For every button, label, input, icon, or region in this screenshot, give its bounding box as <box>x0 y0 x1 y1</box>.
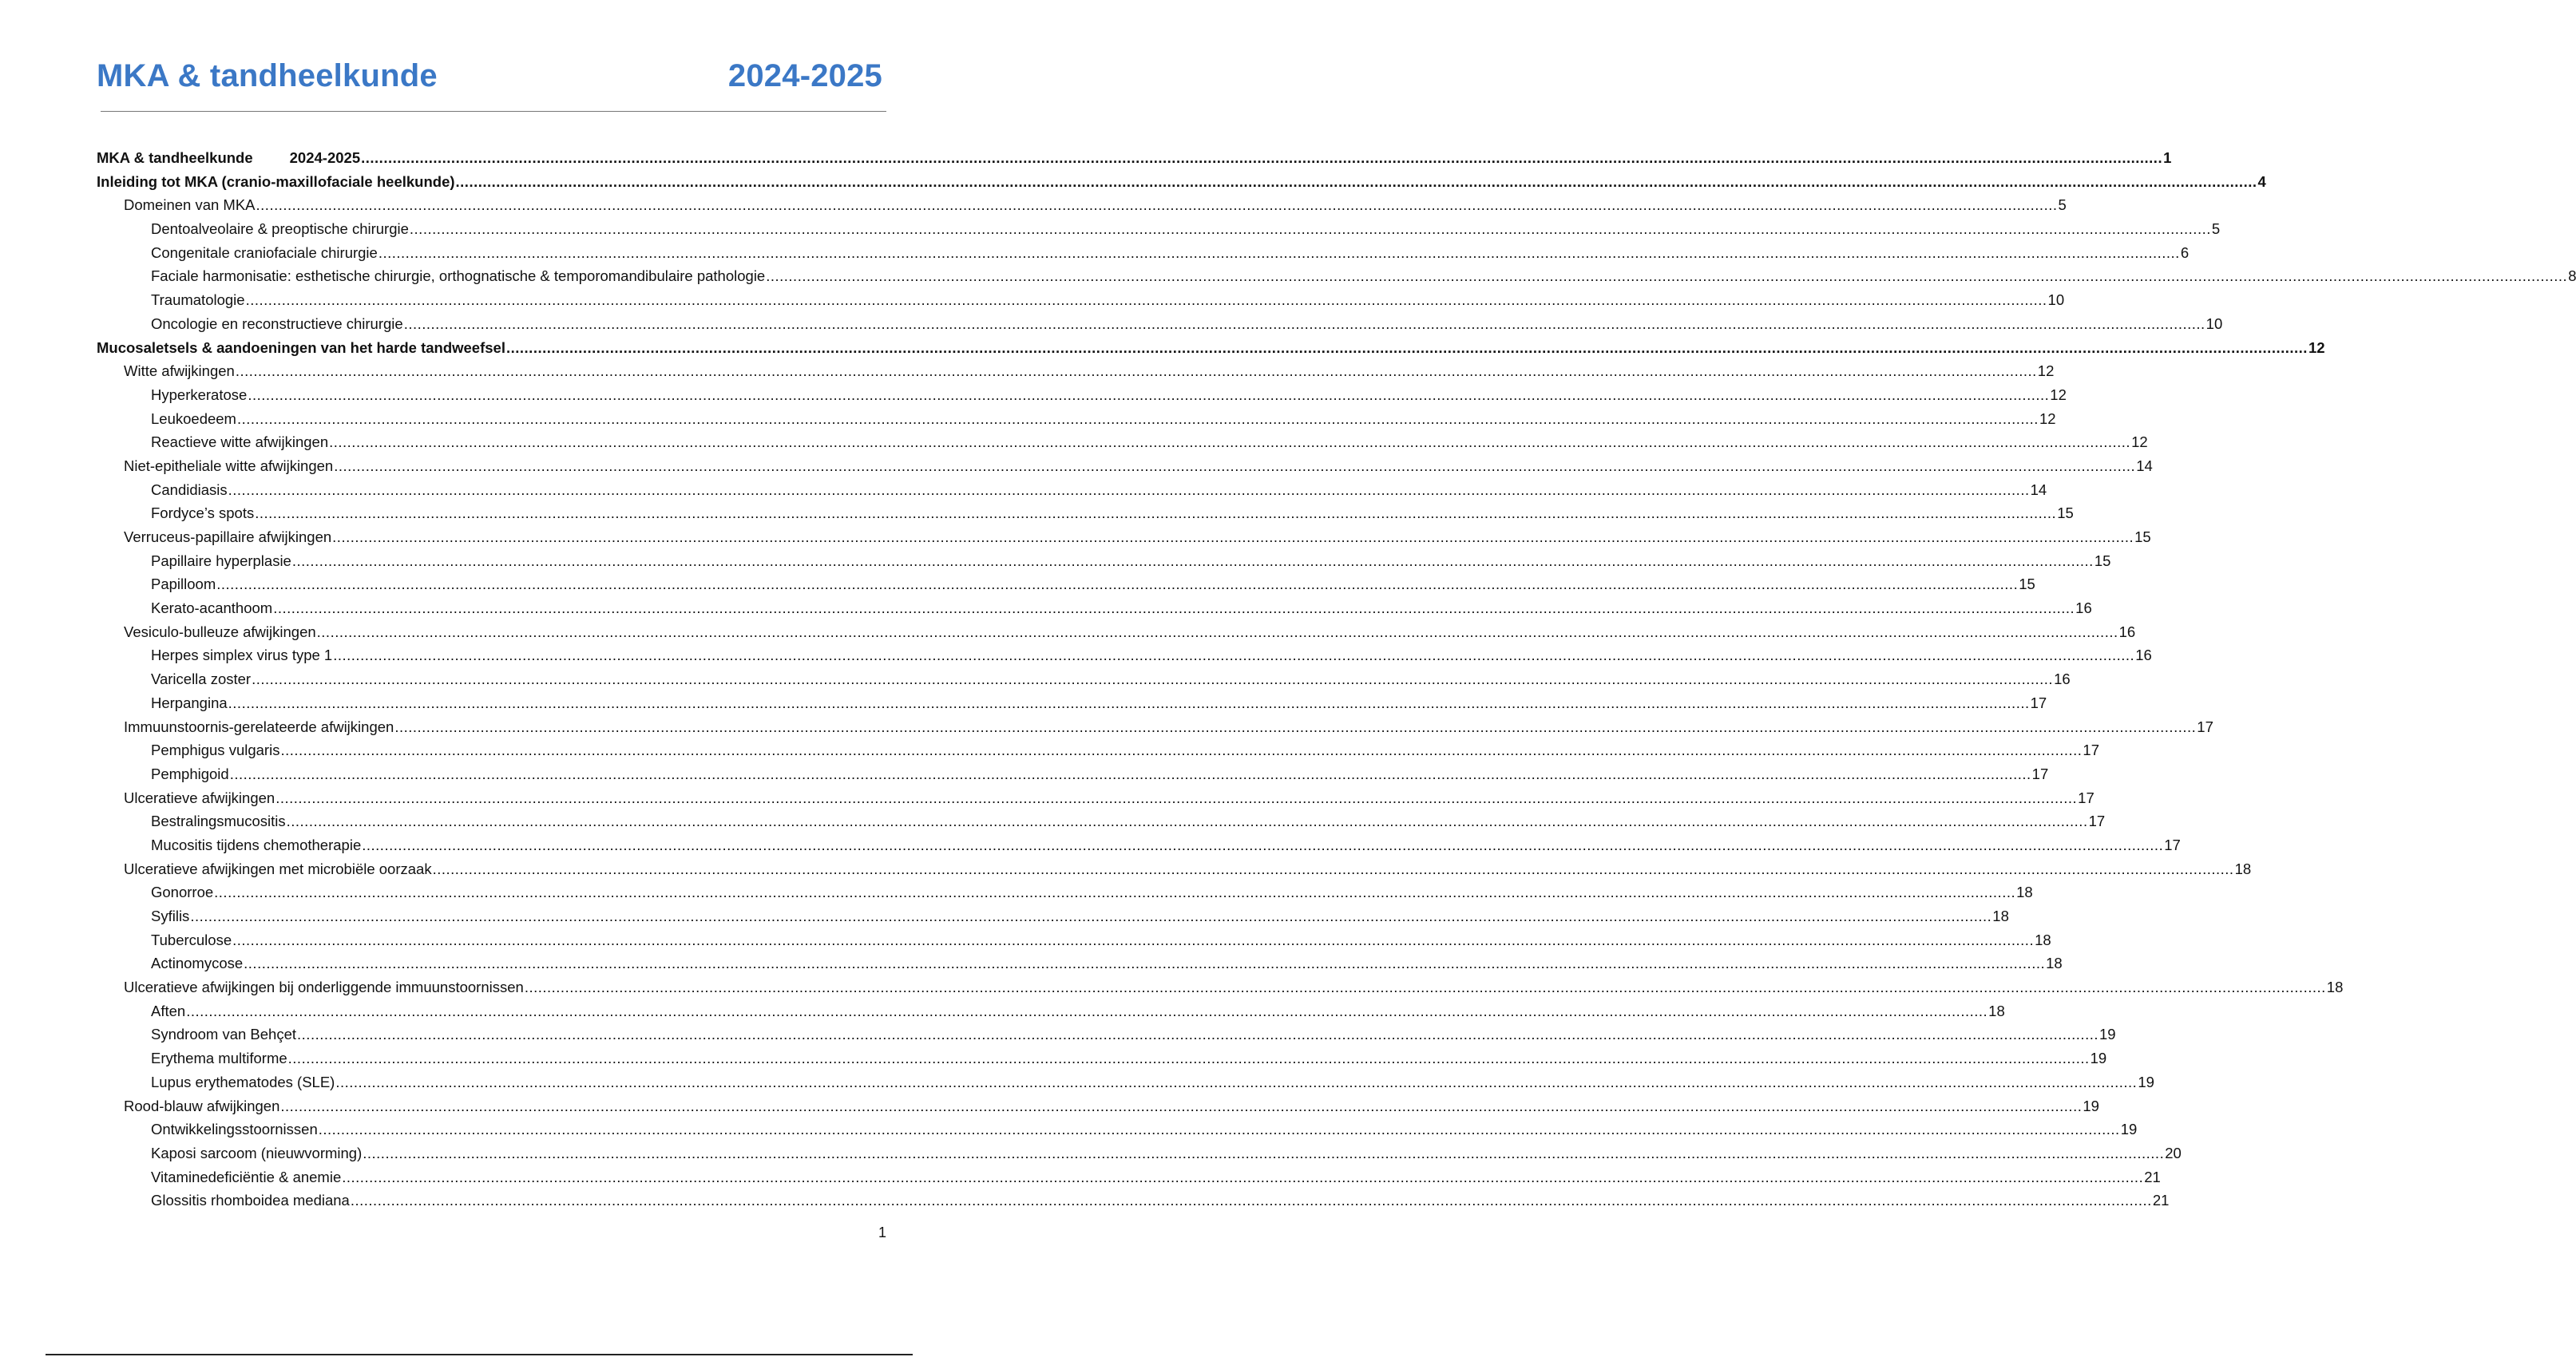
toc-entry-page: 5 <box>2211 220 2221 238</box>
toc-entry-page: 10 <box>2205 315 2223 332</box>
toc-entry-page: 19 <box>2138 1073 2154 1090</box>
toc-entry-title <box>124 620 316 644</box>
toc-entry[interactable] <box>97 1118 2138 1141</box>
toc-dot-leader: ................................................................................................................................................................................................................................................................................................................................................................................................................ <box>280 1097 2083 1114</box>
toc-entry-title-text: Hyperkeratose <box>151 386 248 403</box>
toc-entry[interactable] <box>97 904 2009 928</box>
toc-entry[interactable] <box>97 146 2172 170</box>
toc-dot-leader: ................................................................................................................................................................................................................................................................................................................................................................................................................ <box>524 979 2326 996</box>
toc-dot-leader: ................................................................................................................................................................................................................................................................................................................................................................................................................ <box>455 172 2257 190</box>
toc-entry-title-text: Mucosaletsels & aandoeningen van het harde tandweefsel <box>97 338 505 356</box>
toc-entry-page: 14 <box>2030 481 2047 498</box>
toc-entry-page: 12 <box>2037 362 2055 380</box>
toc-entry-title <box>151 1046 287 1070</box>
toc-entry[interactable] <box>97 217 2221 241</box>
toc-entry-title-text: Glossitis rhomboidea mediana <box>151 1192 350 1209</box>
toc-dot-leader: ................................................................................................................................................................................................................................................................................................................................................................................................................ <box>316 623 2118 640</box>
toc-dot-leader: ................................................................................................................................................................................................................................................................................................................................................................................................................ <box>333 647 2135 664</box>
toc-entry-title <box>97 146 360 170</box>
toc-entry-title-text: Leukoedeem <box>151 409 236 427</box>
toc-entry[interactable] <box>97 359 2055 383</box>
toc-entry[interactable] <box>97 264 2576 288</box>
toc-entry-title <box>151 667 251 691</box>
toc-dot-leader: ................................................................................................................................................................................................................................................................................................................................................................................................................ <box>318 1121 2120 1138</box>
toc-entry-page: 21 <box>2152 1192 2170 1209</box>
toc-entry[interactable] <box>97 170 2266 194</box>
toc-entry-title-text: Mucositis tijdens chemotherapie <box>151 836 362 853</box>
toc-entry-title-text: Fordyce’s spots <box>151 504 255 522</box>
toc-entry-title-text: Vesiculo-bulleuze afwijkingen <box>124 623 316 640</box>
toc-entry-title-text: Erythema multiforme <box>151 1050 287 1067</box>
page-bottom-divider <box>46 1354 913 1355</box>
toc-dot-leader: ................................................................................................................................................................................................................................................................................................................................................................................................................ <box>275 789 2078 806</box>
toc-entry-title-suffix: 2024-2025 <box>289 149 361 166</box>
toc-entry-title-text: Papillaire hyperplasie <box>151 552 291 569</box>
table-of-contents <box>97 146 2576 1213</box>
toc-entry[interactable] <box>97 1141 2182 1165</box>
toc-entry-title-text: Aften <box>151 1002 186 1019</box>
toc-entry-title <box>151 407 236 431</box>
toc-entry-title-text: Immuunstoornis-gerelateerde afwijkingen <box>124 718 394 735</box>
toc-entry-title <box>151 312 403 336</box>
toc-entry-title-text: Lupus erythematodes (SLE) <box>151 1073 335 1090</box>
toc-entry-page: 16 <box>2118 623 2136 640</box>
toc-entry-title <box>151 1070 335 1094</box>
toc-entry[interactable] <box>97 336 2325 360</box>
toc-entry-title <box>124 359 235 383</box>
toc-entry-title-text: Dentoalveolaire & preoptische chirurgie <box>151 220 409 238</box>
toc-dot-leader: ................................................................................................................................................................................................................................................................................................................................................................................................................ <box>342 1168 2144 1185</box>
toc-entry-title-text: Varicella zoster <box>151 671 252 688</box>
toc-entry-page: 15 <box>2057 504 2074 522</box>
toc-entry-page: 17 <box>2078 789 2094 806</box>
toc-entry-page: 17 <box>2088 813 2106 830</box>
toc-entry-title <box>151 264 765 288</box>
toc-entry-title-text: Gonorroe <box>151 884 214 901</box>
toc-entry[interactable] <box>97 454 2153 478</box>
toc-dot-leader: ................................................................................................................................................................................................................................................................................................................................................................................................................ <box>432 860 2234 877</box>
toc-entry-page: 6 <box>2180 243 2190 261</box>
toc-entry-page: 15 <box>2019 576 2035 593</box>
toc-entry-title-text: Rood-blauw afwijkingen <box>124 1097 280 1114</box>
toc-dot-leader: ................................................................................................................................................................................................................................................................................................................................................................................................................ <box>286 813 2088 830</box>
toc-entry[interactable] <box>97 833 2181 857</box>
toc-entry-title <box>124 1094 279 1118</box>
toc-dot-leader: ................................................................................................................................................................................................................................................................................................................................................................................................................ <box>362 836 2164 853</box>
toc-entry[interactable] <box>97 1070 2154 1094</box>
toc-entry-title <box>151 762 229 786</box>
toc-entry-page: 12 <box>2308 338 2325 356</box>
toc-dot-leader: ................................................................................................................................................................................................................................................................................................................................................................................................................ <box>409 220 2211 238</box>
toc-entry-title-text: Syndroom van Behçet <box>151 1026 297 1043</box>
toc-entry-title <box>151 691 228 715</box>
toc-entry-title <box>151 572 216 596</box>
toc-entry-title-text: Witte afwijkingen <box>124 362 235 380</box>
toc-entry-page: 8 <box>2568 267 2576 285</box>
toc-entry[interactable] <box>97 288 2065 312</box>
toc-entry-title <box>151 596 272 620</box>
toc-entry-title <box>151 1141 362 1165</box>
toc-dot-leader: ................................................................................................................................................................................................................................................................................................................................................................................................................ <box>255 504 2057 522</box>
toc-entry[interactable] <box>97 549 2111 573</box>
toc-entry[interactable] <box>97 430 2148 454</box>
toc-entry[interactable] <box>97 809 2106 833</box>
document-year: 2024-2025 <box>727 57 882 93</box>
toc-entry-page: 20 <box>2165 1144 2182 1161</box>
toc-entry-title-text: MKA & tandheelkunde <box>97 149 253 166</box>
toc-entry-page: 12 <box>2131 433 2148 451</box>
toc-entry-title <box>97 170 455 194</box>
toc-entry-title <box>151 430 328 454</box>
toc-dot-leader: ................................................................................................................................................................................................................................................................................................................................................................................................................ <box>291 552 2094 569</box>
toc-entry-title <box>151 241 378 265</box>
toc-entry[interactable] <box>97 643 2152 667</box>
toc-entry[interactable] <box>97 312 2223 336</box>
toc-entry-page: 17 <box>2030 694 2047 711</box>
toc-entry-title-text: Domeinen van MKA <box>124 196 256 214</box>
toc-entry[interactable] <box>97 786 2094 810</box>
toc-entry-title-text: Verruceus-papillaire afwijkingen <box>124 528 332 545</box>
toc-entry[interactable] <box>97 1189 2170 1213</box>
toc-dot-leader: ................................................................................................................................................................................................................................................................................................................................................................................................................ <box>256 196 2058 214</box>
toc-entry-title <box>151 999 185 1023</box>
toc-dot-leader: ................................................................................................................................................................................................................................................................................................................................................................................................................ <box>335 1073 2138 1090</box>
toc-entry-page: 18 <box>1992 908 2009 924</box>
toc-entry[interactable] <box>97 1094 2099 1118</box>
toc-dot-leader: ................................................................................................................................................................................................................................................................................................................................................................................................................ <box>216 576 2019 593</box>
toc-entry-page: 15 <box>2134 528 2151 545</box>
toc-dot-leader: ................................................................................................................................................................................................................................................................................................................................................................................................................ <box>378 243 2180 261</box>
toc-dot-leader: ................................................................................................................................................................................................................................................................................................................................................................................................................ <box>190 908 1992 924</box>
toc-entry[interactable] <box>97 478 2047 502</box>
toc-entry-title <box>151 478 228 502</box>
toc-dot-leader: ................................................................................................................................................................................................................................................................................................................................................................................................................ <box>350 1192 2152 1209</box>
toc-entry-page: 16 <box>2135 647 2152 664</box>
toc-entry-title-text: Oncologie en reconstructieve chirurgie <box>151 315 403 332</box>
toc-entry[interactable] <box>97 193 2067 217</box>
toc-dot-leader: ................................................................................................................................................................................................................................................................................................................................................................................................................ <box>214 884 2016 901</box>
toc-entry[interactable] <box>97 715 2213 739</box>
toc-entry-title-text: Herpes simplex virus type 1 <box>151 647 333 664</box>
toc-dot-leader: ................................................................................................................................................................................................................................................................................................................................................................................................................ <box>236 409 2039 427</box>
toc-entry-page: 1 <box>2163 149 2172 166</box>
toc-entry-page: 18 <box>2046 955 2063 972</box>
toc-entry-title <box>97 336 505 360</box>
toc-dot-leader: ................................................................................................................................................................................................................................................................................................................................................................................................................ <box>329 433 2131 451</box>
toc-dot-leader: ................................................................................................................................................................................................................................................................................................................................................................................................................ <box>332 528 2134 545</box>
toc-entry-title-text: Candidiasis <box>151 481 228 498</box>
toc-dot-leader: ................................................................................................................................................................................................................................................................................................................................................................................................................ <box>297 1026 2098 1043</box>
page-number: 1 <box>878 1224 886 1240</box>
toc-entry-title <box>151 951 243 975</box>
toc-entry-title-text: Niet-epitheliale witte afwijkingen <box>124 457 334 474</box>
toc-entry-page: 19 <box>2099 1026 2116 1043</box>
toc-entry-title <box>151 288 245 312</box>
toc-entry-page: 18 <box>2326 979 2344 996</box>
toc-entry-title-text: Traumatologie <box>151 291 245 309</box>
toc-entry-title <box>124 193 256 217</box>
toc-dot-leader: ................................................................................................................................................................................................................................................................................................................................................................................................................ <box>334 457 2136 474</box>
toc-dot-leader: ................................................................................................................................................................................................................................................................................................................................................................................................................ <box>287 1050 2090 1067</box>
toc-dot-leader: ................................................................................................................................................................................................................................................................................................................................................................................................................ <box>280 742 2083 759</box>
toc-entry-title <box>124 525 331 549</box>
toc-entry[interactable] <box>97 999 2005 1023</box>
toc-entry-page: 14 <box>2136 457 2153 474</box>
toc-entry-title-text: Actinomycose <box>151 955 244 972</box>
page-header <box>97 54 882 97</box>
toc-entry-title-text: Syfilis <box>151 908 190 924</box>
toc-dot-leader: ................................................................................................................................................................................................................................................................................................................................................................................................................ <box>403 315 2205 332</box>
toc-entry-title-text: Bestralingsmucositis <box>151 813 286 830</box>
toc-entry[interactable] <box>97 501 2074 525</box>
toc-entry-title <box>151 1023 296 1046</box>
toc-dot-leader: ................................................................................................................................................................................................................................................................................................................................................................................................................ <box>228 481 2030 498</box>
toc-entry[interactable] <box>97 572 2035 596</box>
toc-entry-title-text: Ulceratieve afwijkingen met microbiële oorzaak <box>124 860 432 877</box>
toc-entry-title <box>151 809 286 833</box>
toc-entry-title <box>151 880 213 904</box>
toc-entry[interactable] <box>97 762 2049 786</box>
toc-dot-leader: ................................................................................................................................................................................................................................................................................................................................................................................................................ <box>363 1144 2165 1161</box>
toc-entry-page: 15 <box>2094 552 2111 569</box>
toc-dot-leader: ................................................................................................................................................................................................................................................................................................................................................................................................................ <box>766 267 2568 285</box>
toc-entry-page: 18 <box>1988 1002 2005 1019</box>
toc-entry-title-text: Kerato-acanthoom <box>151 599 273 617</box>
toc-entry-title-text: Pemphigoid <box>151 765 229 782</box>
toc-entry-page: 10 <box>2047 291 2065 309</box>
toc-entry-title <box>151 1189 350 1213</box>
toc-entry-title-text: Tuberculose <box>151 931 232 948</box>
toc-dot-leader: ................................................................................................................................................................................................................................................................................................................................................................................................................ <box>235 362 2037 380</box>
toc-entry[interactable] <box>97 241 2190 265</box>
toc-entry-title-text: Reactieve witte afwijkingen <box>151 433 329 451</box>
toc-entry-title <box>151 217 409 241</box>
toc-dot-leader: ................................................................................................................................................................................................................................................................................................................................................................................................................ <box>273 599 2075 617</box>
toc-dot-leader: ................................................................................................................................................................................................................................................................................................................................................................................................................ <box>228 694 2030 711</box>
toc-entry[interactable] <box>97 525 2151 549</box>
toc-entry-page: 17 <box>2083 742 2099 759</box>
toc-entry-page: 17 <box>2164 836 2181 853</box>
toc-dot-leader: ................................................................................................................................................................................................................................................................................................................................................................................................................ <box>361 149 2163 166</box>
toc-entry-title-text: Pemphigus vulgaris <box>151 742 280 759</box>
toc-entry-title <box>151 738 279 762</box>
toc-dot-leader: ................................................................................................................................................................................................................................................................................................................................................................................................................ <box>394 718 2197 735</box>
toc-entry-page: 18 <box>2016 884 2033 901</box>
toc-entry-title-text: Ulceratieve afwijkingen <box>124 789 275 806</box>
toc-entry-title <box>151 1165 341 1189</box>
toc-entry-page: 19 <box>2120 1121 2138 1138</box>
toc-entry[interactable] <box>97 880 2033 904</box>
toc-entry-page: 21 <box>2144 1168 2161 1185</box>
toc-entry-page: 19 <box>2090 1050 2107 1067</box>
toc-entry-title <box>151 928 232 952</box>
toc-entry-title <box>124 715 394 739</box>
toc-entry-page: 12 <box>2050 386 2067 403</box>
toc-entry-title <box>151 549 291 573</box>
toc-entry-title-text: Vitaminedeficiëntie & anemie <box>151 1168 342 1185</box>
toc-entry-page: 19 <box>2083 1097 2099 1114</box>
toc-entry-title-text: Ulceratieve afwijkingen bij onderliggende immuunstoornissen <box>124 979 524 996</box>
toc-entry-title <box>151 833 361 857</box>
toc-entry[interactable] <box>97 975 2344 999</box>
header-divider <box>101 111 886 112</box>
toc-entry[interactable] <box>97 596 2092 620</box>
toc-entry[interactable] <box>97 620 2136 644</box>
toc-entry-title-text: Papilloom <box>151 576 216 593</box>
toc-entry-title-text: Kaposi sarcoom (nieuwvorming) <box>151 1144 363 1161</box>
toc-entry[interactable] <box>97 928 2051 952</box>
toc-entry-title-text: Congenitale craniofaciale chirurgie <box>151 243 378 261</box>
toc-entry-title <box>124 857 432 881</box>
toc-entry-page: 17 <box>2031 765 2049 782</box>
toc-entry-title-text: Inleiding tot MKA (cranio-maxillofaciale heelkunde) <box>97 172 455 190</box>
toc-entry[interactable] <box>97 691 2047 715</box>
toc-entry[interactable] <box>97 383 2067 407</box>
toc-entry-page: 16 <box>2075 599 2092 617</box>
toc-entry-page: 17 <box>2197 718 2213 735</box>
toc-entry-page: 4 <box>2257 172 2266 190</box>
toc-dot-leader: ................................................................................................................................................................................................................................................................................................................................................................................................................ <box>232 931 2035 948</box>
toc-entry-title <box>151 1118 318 1141</box>
toc-dot-leader: ................................................................................................................................................................................................................................................................................................................................................................................................................ <box>252 671 2054 688</box>
toc-entry[interactable] <box>97 1046 2107 1070</box>
toc-entry-title <box>151 904 189 928</box>
toc-entry[interactable] <box>97 951 2063 975</box>
toc-entry-page: 18 <box>2234 860 2252 877</box>
toc-entry-title-text: Herpangina <box>151 694 228 711</box>
toc-entry[interactable] <box>97 1165 2161 1189</box>
toc-entry-page: 18 <box>2035 931 2051 948</box>
toc-entry-title <box>151 501 254 525</box>
toc-dot-leader: ................................................................................................................................................................................................................................................................................................................................................................................................................ <box>505 338 2308 356</box>
toc-entry-title-text: Faciale harmonisatie: esthetische chirurgie, orthognatische & temporomandibulaire pathologie <box>151 267 766 285</box>
toc-entry[interactable] <box>97 857 2252 881</box>
toc-dot-leader: ................................................................................................................................................................................................................................................................................................................................................................................................................ <box>244 955 2046 972</box>
toc-entry-title <box>124 454 333 478</box>
toc-dot-leader: ................................................................................................................................................................................................................................................................................................................................................................................................................ <box>248 386 2050 403</box>
toc-entry-title <box>151 383 247 407</box>
toc-entry-page: 5 <box>2058 196 2067 214</box>
toc-dot-leader: ................................................................................................................................................................................................................................................................................................................................................................................................................ <box>186 1002 1988 1019</box>
toc-entry[interactable] <box>97 1023 2116 1046</box>
toc-dot-leader: ................................................................................................................................................................................................................................................................................................................................................................................................................ <box>245 291 2047 309</box>
toc-entry-title <box>124 786 275 810</box>
toc-entry-title-text: Ontwikkelingsstoornissen <box>151 1121 318 1138</box>
toc-entry-page: 12 <box>2039 409 2056 427</box>
document-title: MKA & tandheelkunde <box>97 57 438 93</box>
toc-entry[interactable] <box>97 667 2071 691</box>
toc-entry[interactable] <box>97 738 2099 762</box>
toc-entry[interactable] <box>97 407 2056 431</box>
toc-entry-title <box>124 975 524 999</box>
toc-entry-title <box>151 643 332 667</box>
toc-dot-leader: ................................................................................................................................................................................................................................................................................................................................................................................................................ <box>229 765 2031 782</box>
toc-entry-page: 16 <box>2054 671 2071 688</box>
